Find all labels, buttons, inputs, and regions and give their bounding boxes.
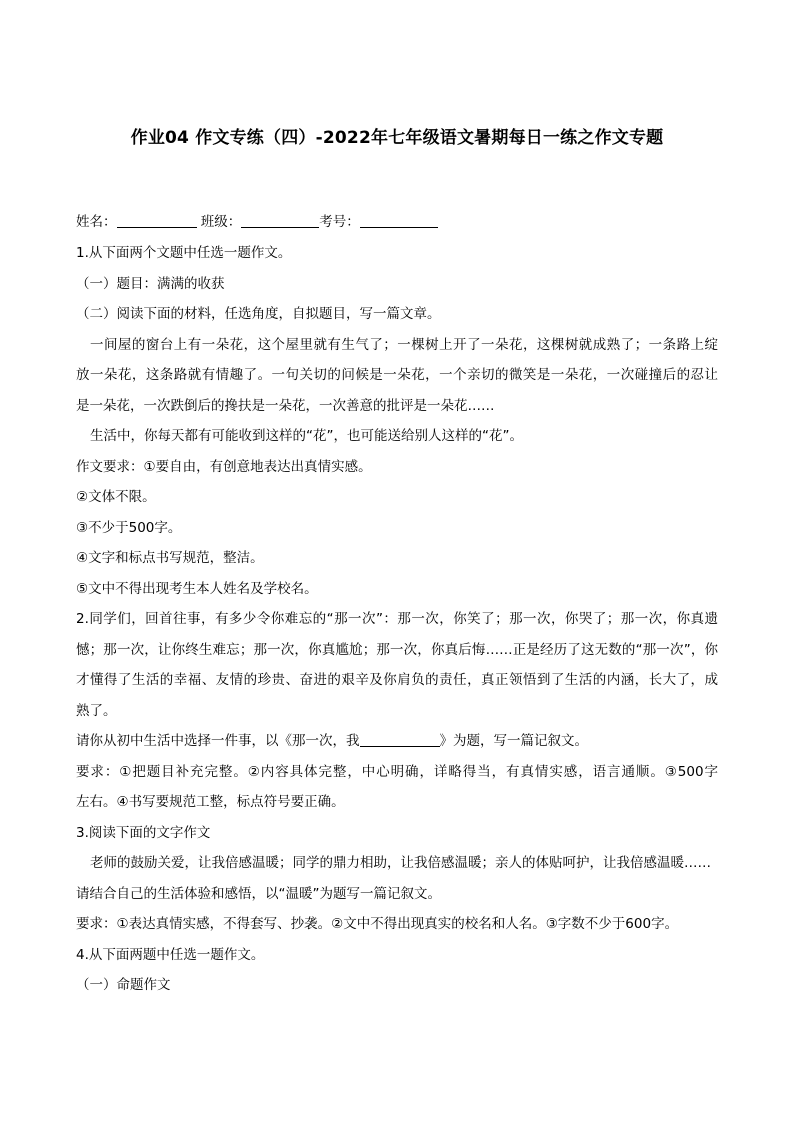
q2-requirement-line-1: 要求：①把题目补充完整。②内容具体完整，中心明确，详略得当，有真情实感，语言通顺。③500字 [76, 763, 718, 780]
q1-material-line-3: 是一朵花，一次跌倒后的搀扶是一朵花，一次善意的批评是一朵花…… [76, 397, 495, 414]
q1-requirement-3: ③不少于500字。 [76, 519, 182, 536]
q1-intro: 1.从下面两个文题中任选一题作文。 [76, 245, 292, 261]
q1-requirement-4: ④文字和标点书写规范，整洁。 [76, 550, 264, 566]
number-blank[interactable] [360, 213, 438, 228]
q2-prompt [76, 726, 718, 757]
q1-requirement-1: 作文要求：①要自由，有创意地表达出真情实感。 [76, 458, 372, 475]
name-blank[interactable] [117, 213, 197, 228]
q4-option-1: （一）命题作文 [76, 977, 171, 993]
q1-requirement-5: ⑤文中不得出现考生本人姓名及学校名。 [76, 580, 318, 597]
q3-material-line-2: 请结合自己的生活体验和感悟，以“温暖”为题写一篇记叙文。 [76, 885, 441, 902]
q2-line-4: 熟了。 [76, 702, 117, 719]
q2-line-1: 2.同学们，回首往事，有多少令你难忘的“那一次”：那一次，你笑了；那一次，你哭了；那一次，你真遗 [76, 611, 718, 627]
q3-material-line-1: 老师的鼓励关爱，让我倍感温暖；同学的鼎力相助，让我倍感温暖；亲人的体贴呵护，让我倍感温暖…… [90, 855, 711, 871]
class-blank[interactable] [241, 213, 319, 228]
q1-option-2: （二）阅读下面的材料，任选角度，自拟题目，写一篇文章。 [76, 306, 441, 322]
q1-option-1: （一）题目：满满的收获 [76, 275, 225, 292]
student-info-line [76, 206, 718, 238]
q4-intro: 4.从下面两题中任选一题作文。 [76, 946, 265, 963]
q3-intro: 3.阅读下面的文字作文 [76, 824, 211, 841]
q2-requirement-line-2: 左右。④书写要规范工整，标点符号要正确。 [76, 794, 345, 810]
q3-requirement: 要求：①表达真情实感，不得套写、抄袭。②文中不得出现真实的校名和人名。③字数不少于600字。 [76, 916, 679, 932]
q1-requirement-2: ②文体不限。 [76, 489, 156, 505]
q2-prompt-after: 》为题，写一篇记叙文。 [439, 733, 588, 749]
number-label: 考号： [319, 214, 360, 230]
q1-material-line-2: 放一朵花，这条路就有情趣了。一句关切的问候是一朵花，一个亲切的微笑是一朵花，一次碰撞后的忍让 [76, 367, 718, 383]
q2-title-blank[interactable] [360, 732, 440, 747]
q1-material-paragraph-2: 生活中，你每天都有可能收到这样的“花”，也可能送给别人这样的“花”。 [90, 428, 523, 444]
name-label: 姓名： [76, 214, 117, 230]
q2-line-2: 憾；那一次，让你终生难忘；那一次，你真尴尬；那一次，你真后悔……正是经历了这无数的“那一次”，你 [76, 641, 718, 658]
document-body [76, 206, 718, 1001]
class-label: 班级： [200, 214, 242, 230]
document-title: 作业04 作文专练（四）-2022年七年级语文暑期每日一练之作文专题 [130, 128, 664, 148]
q1-material-line-1: 一间屋的窗台上有一朵花，这个屋里就有生气了；一棵树上开了一朵花，这棵树就成熟了；一条路上绽 [90, 336, 718, 353]
q2-line-3: 才懂得了生活的幸福、友情的珍贵、奋进的艰辛及你肩负的责任，真正领悟到了生活的内涵，长大了，成 [76, 672, 718, 688]
q2-prompt-before: 请你从初中生活中选择一件事，以《那一次，我 [76, 733, 360, 749]
